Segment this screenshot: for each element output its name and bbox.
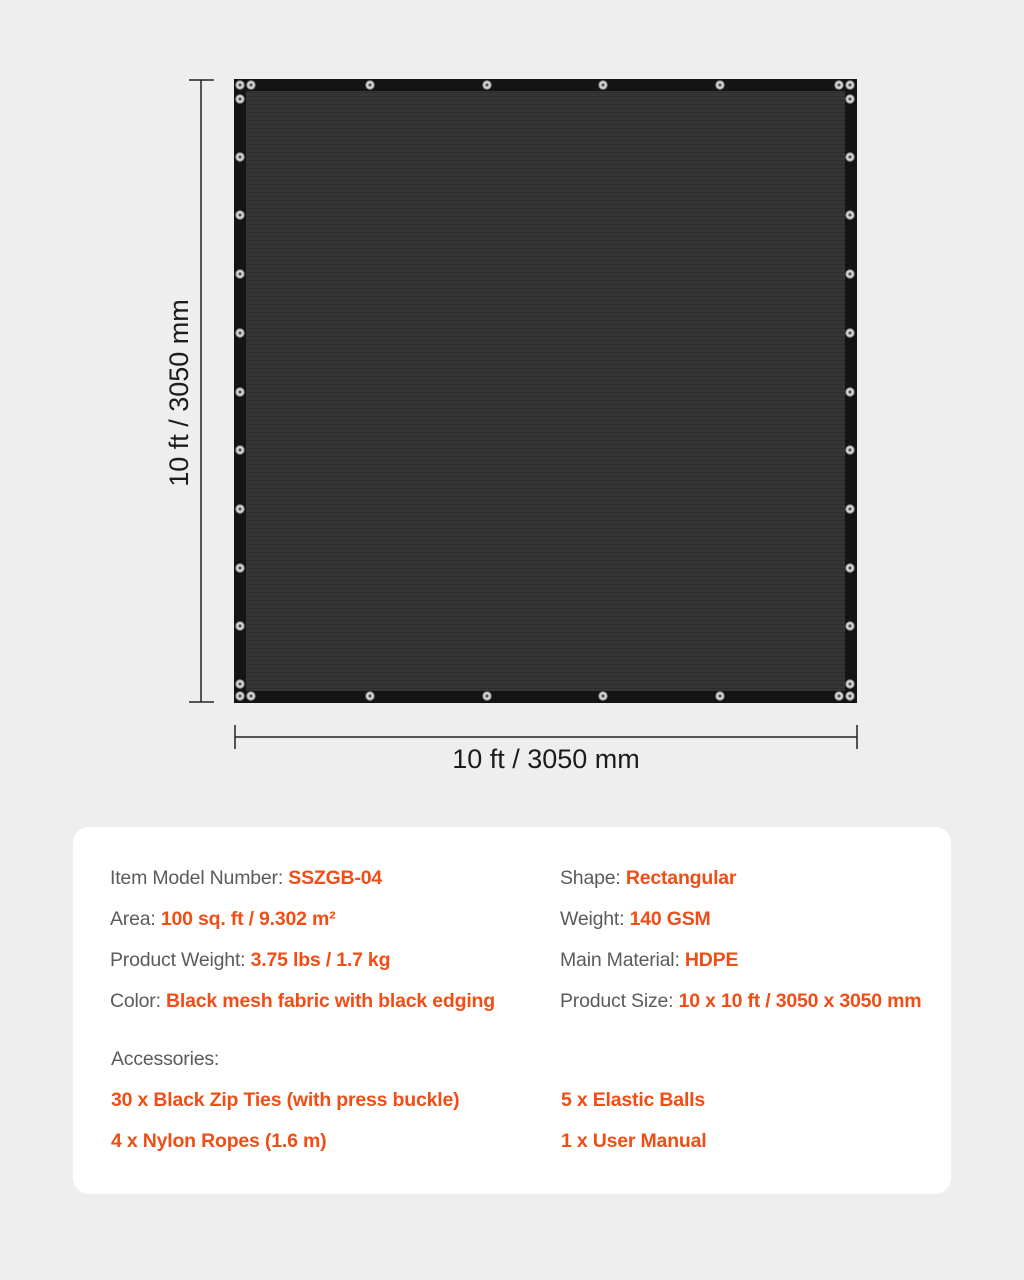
- grommet-hole: [848, 694, 851, 697]
- grommet-hole: [848, 624, 851, 627]
- grommet-hole: [601, 694, 604, 697]
- grommet-hole: [238, 155, 241, 158]
- accessory-nylon-ropes: 4 x Nylon Ropes (1.6 m): [111, 1130, 327, 1152]
- accessory-zip-ties: 30 x Black Zip Ties (with press buckle): [111, 1089, 460, 1111]
- spec-model-label: Item Model Number:: [110, 867, 284, 889]
- grommet-hole: [238, 272, 241, 275]
- spec-area: [110, 908, 335, 931]
- grommet-hole: [238, 682, 241, 685]
- grommet-hole: [848, 507, 851, 510]
- accessory-elastic-balls: 5 x Elastic Balls: [561, 1089, 706, 1111]
- grommet-hole: [368, 83, 371, 86]
- spec-model: [110, 867, 382, 890]
- spec-weight-label: Weight:: [560, 908, 625, 930]
- grommet-hole: [848, 448, 851, 451]
- grommet-hole: [485, 83, 488, 86]
- grommet-hole: [249, 83, 252, 86]
- grommet-hole: [837, 83, 840, 86]
- spec-model-value: SSZGB-04: [288, 867, 383, 889]
- grommet-hole: [368, 694, 371, 697]
- grommet-hole: [837, 694, 840, 697]
- grommet-hole: [848, 83, 851, 86]
- grommet-hole: [238, 566, 241, 569]
- grommet-hole: [848, 682, 851, 685]
- spec-card: [73, 827, 951, 1194]
- width-dimension-label: 10 ft / 3050 mm: [452, 744, 640, 774]
- grommet-hole: [848, 331, 851, 334]
- grommet-hole: [848, 390, 851, 393]
- spec-color-value: Black mesh fabric with black edging: [166, 990, 495, 1012]
- spec-shape-label: Shape:: [560, 867, 621, 889]
- grommet-hole: [249, 694, 252, 697]
- spec-material-label: Main Material:: [560, 949, 680, 971]
- spec-product-weight-value: 3.75 lbs / 1.7 kg: [250, 949, 391, 971]
- grommet-hole: [238, 83, 241, 86]
- spec-product-weight-label: Product Weight:: [110, 949, 246, 971]
- spec-shape: [560, 867, 736, 890]
- height-dimension-label: 10 ft / 3050 mm: [164, 299, 194, 487]
- grommet-hole: [848, 155, 851, 158]
- spec-area-value: 100 sq. ft / 9.302 m²: [160, 908, 336, 930]
- grommet-hole: [238, 507, 241, 510]
- grommet-hole: [238, 97, 241, 100]
- grommet-hole: [238, 448, 241, 451]
- grommet-hole: [238, 390, 241, 393]
- grommet-hole: [238, 213, 241, 216]
- grommet-hole: [238, 331, 241, 334]
- grommet-hole: [601, 83, 604, 86]
- spec-size: [560, 990, 921, 1013]
- grommet-hole: [848, 566, 851, 569]
- spec-size-label: Product Size:: [560, 990, 674, 1012]
- spec-size-value: 10 x 10 ft / 3050 x 3050 mm: [678, 990, 922, 1012]
- spec-area-label: Area:: [110, 908, 156, 930]
- spec-material: [560, 949, 738, 972]
- grommet-hole: [718, 83, 721, 86]
- grommet-hole: [485, 694, 488, 697]
- spec-product-weight: [110, 949, 390, 972]
- grommet-hole: [238, 624, 241, 627]
- spec-shape-value: Rectangular: [625, 867, 737, 889]
- mesh-fabric: [246, 91, 845, 691]
- spec-color: [110, 990, 495, 1013]
- spec-weight: [560, 908, 711, 931]
- grommet-hole: [718, 694, 721, 697]
- grommet-hole: [848, 213, 851, 216]
- grommet-hole: [848, 97, 851, 100]
- accessory-user-manual: 1 x User Manual: [561, 1130, 707, 1152]
- spec-color-label: Color:: [110, 990, 161, 1012]
- grommet-hole: [848, 272, 851, 275]
- spec-weight-value: 140 GSM: [629, 908, 711, 930]
- grommet-hole: [238, 694, 241, 697]
- accessories-title: Accessories:: [111, 1048, 220, 1070]
- spec-material-value: HDPE: [684, 949, 739, 971]
